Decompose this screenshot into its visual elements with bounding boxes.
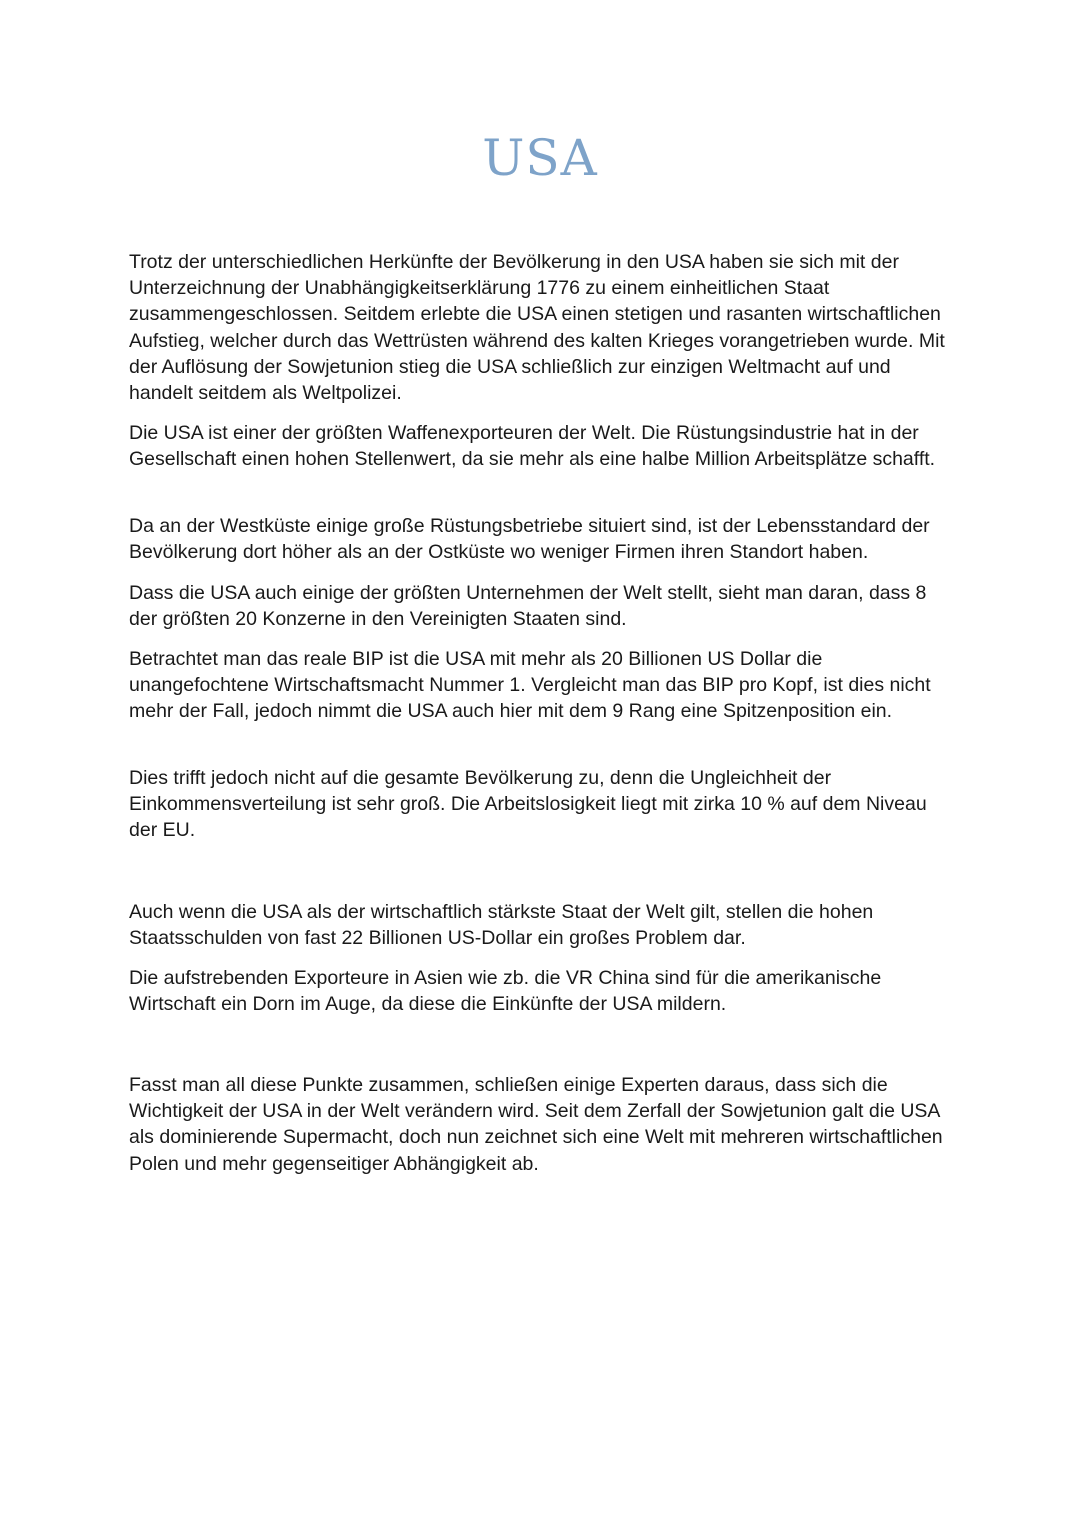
paragraph-conclusion: Fasst man all diese Punkte zusammen, schließen einige Experten daraus, dass sich die Wichtigkeit der USA in der Welt verändern wird. Seit dem Zerfall der Sowjetunion galt die USA als dominierende Supermacht, doch nun zeichnet sich eine Welt mit mehreren wirtschaftlichen Polen und mehr gegenseitiger Abhängigkeit ab. [129,1074,943,1175]
page-title: USA [482,129,598,187]
paragraph-asia-exporters: Die aufstrebenden Exporteure in Asien wie zb. die VR China sind für die amerikanische Wirtschaft ein Dorn im Auge, da diese die Einkünfte der USA mildern. [129,967,882,1016]
paragraph-companies: Dass die USA auch einige der größten Unternehmen der Welt stellt, sieht man daran, dass 8 der größten 20 Konzerne in den Vereinigten Staaten sind. [129,582,927,631]
paragraph-west-coast: Da an der Westküste einige große Rüstungsbetriebe situiert sind, ist der Lebensstandard der Bevölkerung dort höher als an der Ostküste wo weniger Firmen ihren Standort haben. [129,515,930,564]
paragraph-inequality: Dies trifft jedoch nicht auf die gesamte Bevölkerung zu, denn die Ungleichheit der Einkommensverteilung ist sehr groß. Die Arbeitslosigkeit liegt mit zirka 10 % auf dem Niveau der EU. [129,767,927,842]
paragraph-debt: Auch wenn die USA als der wirtschaftlich stärkste Staat der Welt gilt, stellen die hohen Staatsschulden von fast 22 Billionen US-Dollar ein großes Problem dar. [129,901,874,950]
paragraph-history: Trotz der unterschiedlichen Herkünfte der Bevölkerung in den USA haben sie sich mit der Unterzeichnung der Unabhängigkeitserklärung 1776 zu einem einheitlichen Staat zusammengeschlossen. Seitdem erlebte die USA einen stetigen und rasanten wirtschaftlichen Aufstieg, welcher durch das Wettrüsten während des kalten Krieges vorangetrieben wurde. Mit der Auflösung der Sowjetunion stieg die USA schließlich zur einzigen Weltmacht auf und handelt seitdem als Weltpolizei. [129,251,945,405]
paragraph-gdp: Betrachtet man das reale BIP ist die USA mit mehr als 20 Billionen US Dollar die unangefochtene Wirtschaftsmacht Nummer 1. Vergleicht man das BIP pro Kopf, ist dies nicht mehr der Fall, jedoch nimmt die USA auch hier mit dem 9 Rang eine Spitzenposition ein. [129,648,931,723]
paragraph-arms-export: Die USA ist einer der größten Waffenexporteuren der Welt. Die Rüstungsindustrie hat in der Gesellschaft einen hohen Stellenwert, da sie mehr als eine halbe Million Arbeitsplätze schafft. [129,422,936,471]
